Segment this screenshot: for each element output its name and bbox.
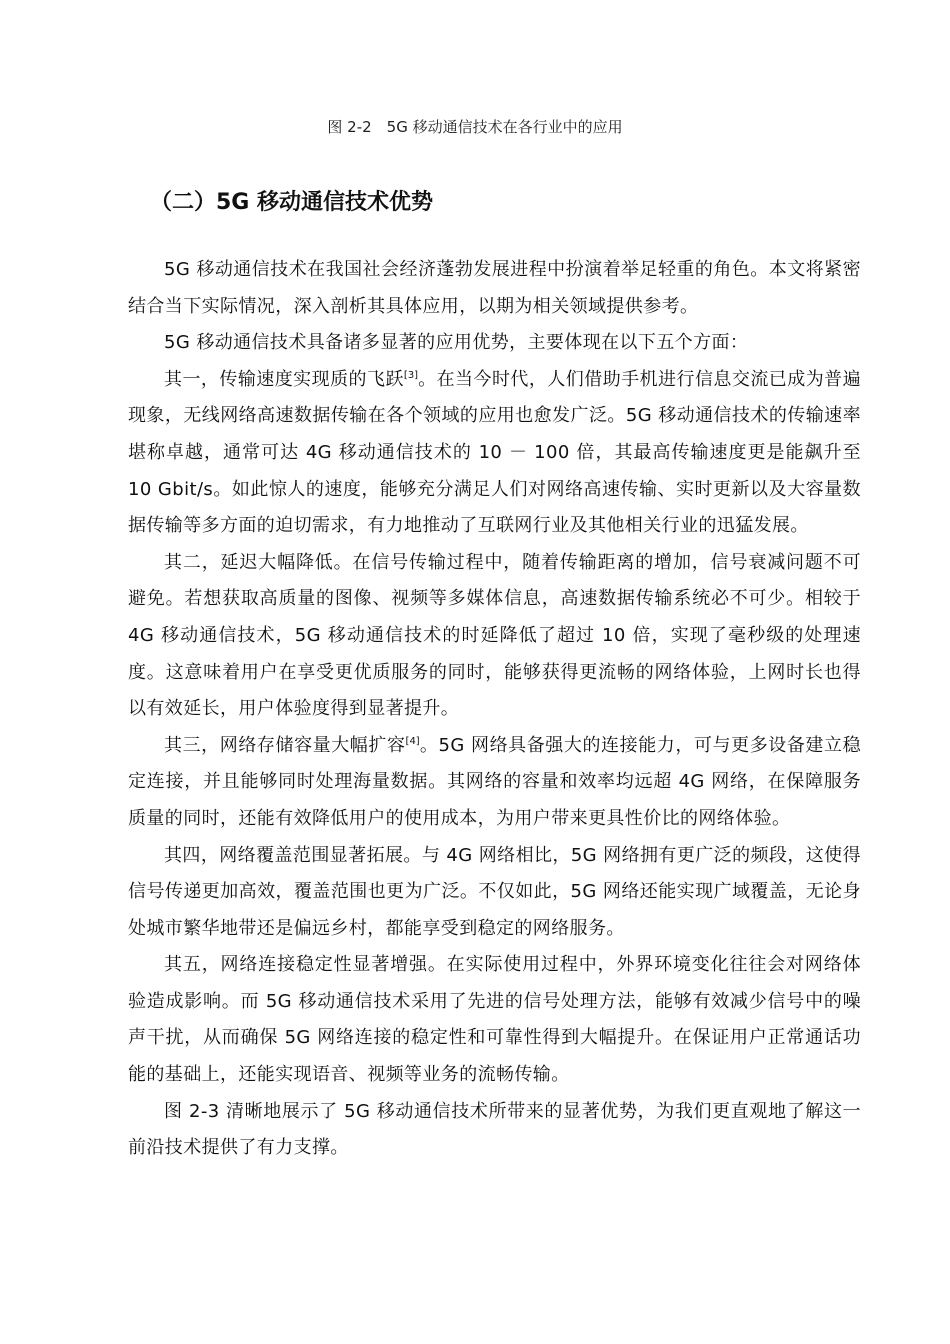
section-heading: （二）5G 移动通信技术优势 <box>150 190 434 215</box>
paragraph-intro: 5G 移动通信技术在我国社会经济蓬勃发展进程中扮演着举足轻重的角色。本文将紧密结合当下实际情况，深入剖析其具体应用，以期为相关领域提供参考。 <box>128 259 861 317</box>
citation-ref: [3] <box>403 369 419 381</box>
paragraph-advantage-stability: 其五，网络连接稳定性显著增强。在实际使用过程中，外界环境变化往往会对网络体验造成影响。而 5G 移动通信技术采用了先进的信号处理方法，能够有效减少信号中的噪声干扰，从而确保 5G 网络连接的稳定性和可靠性得到大幅提升。在保证用户正常通话功能的基础上，还能实现语音、视频等业务的流畅传输。 <box>128 954 861 1086</box>
paragraph-advantage-capacity <box>128 728 861 838</box>
paragraph-text: 。在当今时代，人们借助手机进行信息交流已成为普遍现象，无线网络高速数据传输在各个领域的应用也愈发广泛。5G 移动通信技术的传输速率堪称卓越，通常可达 4G 移动通信技术的 10 － 100 倍，其最高传输速度更是能飙升至 10 Gbit/s。如此惊人的速度，能够充分满足人们对网络高速传输、实时更新以及大容量数据传输等多方面的迫切需求，有力地推动了互联网行业及其他相关行业的迅猛发展。 <box>128 368 861 537</box>
paragraph-overview: 5G 移动通信技术具备诸多显著的应用优势，主要体现在以下五个方面： <box>164 332 749 354</box>
paragraph-figure-reference: 图 2-3 清晰地展示了 5G 移动通信技术所带来的显著优势，为我们更直观地了解这一前沿技术提供了有力支撑。 <box>128 1100 861 1159</box>
paragraph-text: 。5G 网络具备强大的连接能力，可与更多设备建立稳定连接，并且能够同时处理海量数据。其网络的容量和效率均远超 4G 网络，在保障服务质量的同时，还能有效降低用户的使用成本，为用户带来更具性价比的网络体验。 <box>128 734 861 829</box>
citation-ref: [4] <box>405 735 420 747</box>
body-text <box>128 252 861 1167</box>
paragraph-advantage-latency: 其二，延迟大幅降低。在信号传输过程中，随着传输距离的增加，信号衰减问题不可避免。若想获取高质量的图像、视频等多媒体信息，高速数据传输系统必不可少。相较于 4G 移动通信技术，5G 移动通信技术的时延降低了超过 10 倍，实现了毫秒级的处理速度。这意味着用户在享受更优质服务的同时，能够获得更流畅的网络体验，上网时长也得以有效延长，用户体验度得到显著提升。 <box>128 551 861 720</box>
paragraph-text: 其一，传输速度实现质的飞跃 <box>164 368 404 390</box>
paragraph-advantage-coverage: 其四，网络覆盖范围显著拓展。与 4G 网络相比，5G 网络拥有更广泛的频段，这使得信号传递更加高效，覆盖范围也更为广泛。不仅如此，5G 网络还能实现广域覆盖，无论身处城市繁华地带还是偏远乡村，都能享受到稳定的网络服务。 <box>128 844 861 939</box>
paragraph-text: 其三，网络存储容量大幅扩容 <box>164 734 406 756</box>
paragraph-advantage-speed <box>128 362 861 545</box>
figure-caption: 图 2-2 5G 移动通信技术在各行业中的应用 <box>327 118 623 136</box>
